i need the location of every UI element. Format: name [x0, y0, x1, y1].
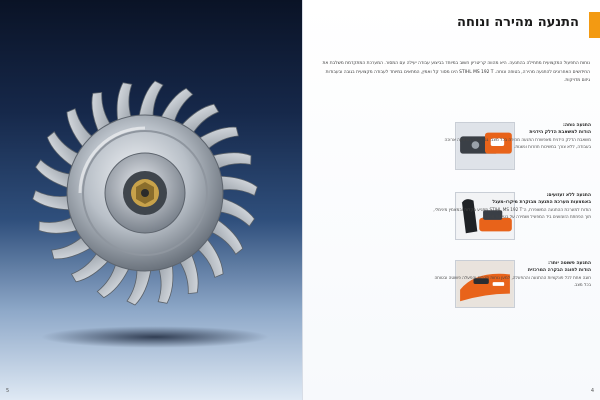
feature-2-heading: באמצעות מערכת התנעה מבוקרת מיקרו-מעגל [492, 200, 591, 205]
feature-3-label: התנעה פשוטה יותר: [548, 261, 591, 266]
flywheel-fin [32, 186, 71, 215]
page-number-left: 5 [6, 388, 10, 394]
feature-3-body: חוגה אחת לכל פונקציות ההתנעה וההפעלה, למען נוחות מרבית והפעלה פשוטה ובטוחה בכל מצב. [434, 275, 591, 287]
feature-1-text [431, 122, 591, 150]
page-title: התנעה מהירה ונוחה [457, 15, 579, 30]
right-page-text [302, 0, 600, 400]
feature-smooth-start [303, 192, 600, 252]
flywheel-shadow [40, 326, 270, 348]
title-bar [303, 12, 600, 38]
intro-paragraph: נוחות התפעול המקצועית מתחילה בהתנעה. היא מהווה קריטריון חשוב במיוחד בביצוע עבודה יעילה עם המסור. המערכת המתקדמת משלבת את החידושים האחרונים להתנעה מהירה, בטוחה ונוחה. STIHL MS 192 T הינו מסור קל ואמין, המתאים במיוחד לעבודה מקצועית בגובה ובעבודות גיזום מדויקות. [322, 61, 590, 83]
flywheel-fin [218, 198, 257, 227]
feature-3-heading: הודות לחוגה הבקרה המרכזית [527, 268, 591, 273]
feature-2-label: התנעה ללא זעזועים: [546, 193, 591, 198]
flywheel-fin [33, 159, 72, 188]
page-number-right: 4 [590, 388, 594, 394]
flywheel-image [30, 78, 260, 308]
feature-3-text [431, 260, 591, 288]
flywheel-fin [139, 81, 163, 117]
flywheel-fin [219, 171, 258, 200]
feature-1-heading: הודות למשאבת הדלק הידנית [529, 130, 591, 135]
flywheel-fin [127, 269, 151, 305]
feature-2-body: הודות למערכת ההתנעה המשופרת, ה־STIHL MS 192 T מתניע בקלות ובמאמץ מינימלי, תוך הפחתת הזעזועים ביד המפעיל ושמירה על בטיחות מרבית. [433, 207, 591, 219]
title-accent-bar [589, 12, 600, 38]
feature-control-lever [303, 260, 600, 320]
feature-fuel-pump [303, 122, 600, 182]
feature-2-text [431, 192, 591, 220]
feature-1-label: התנעה נוחה: [563, 123, 591, 128]
feature-1-body: משאבת הדלק הידנית מאפשרת התנעה מהירה בכל מצב, גם לאחר הפסקה ארוכה בעבודה, ללא צורך במשיכות חוזרות ונשנות. [444, 137, 591, 149]
